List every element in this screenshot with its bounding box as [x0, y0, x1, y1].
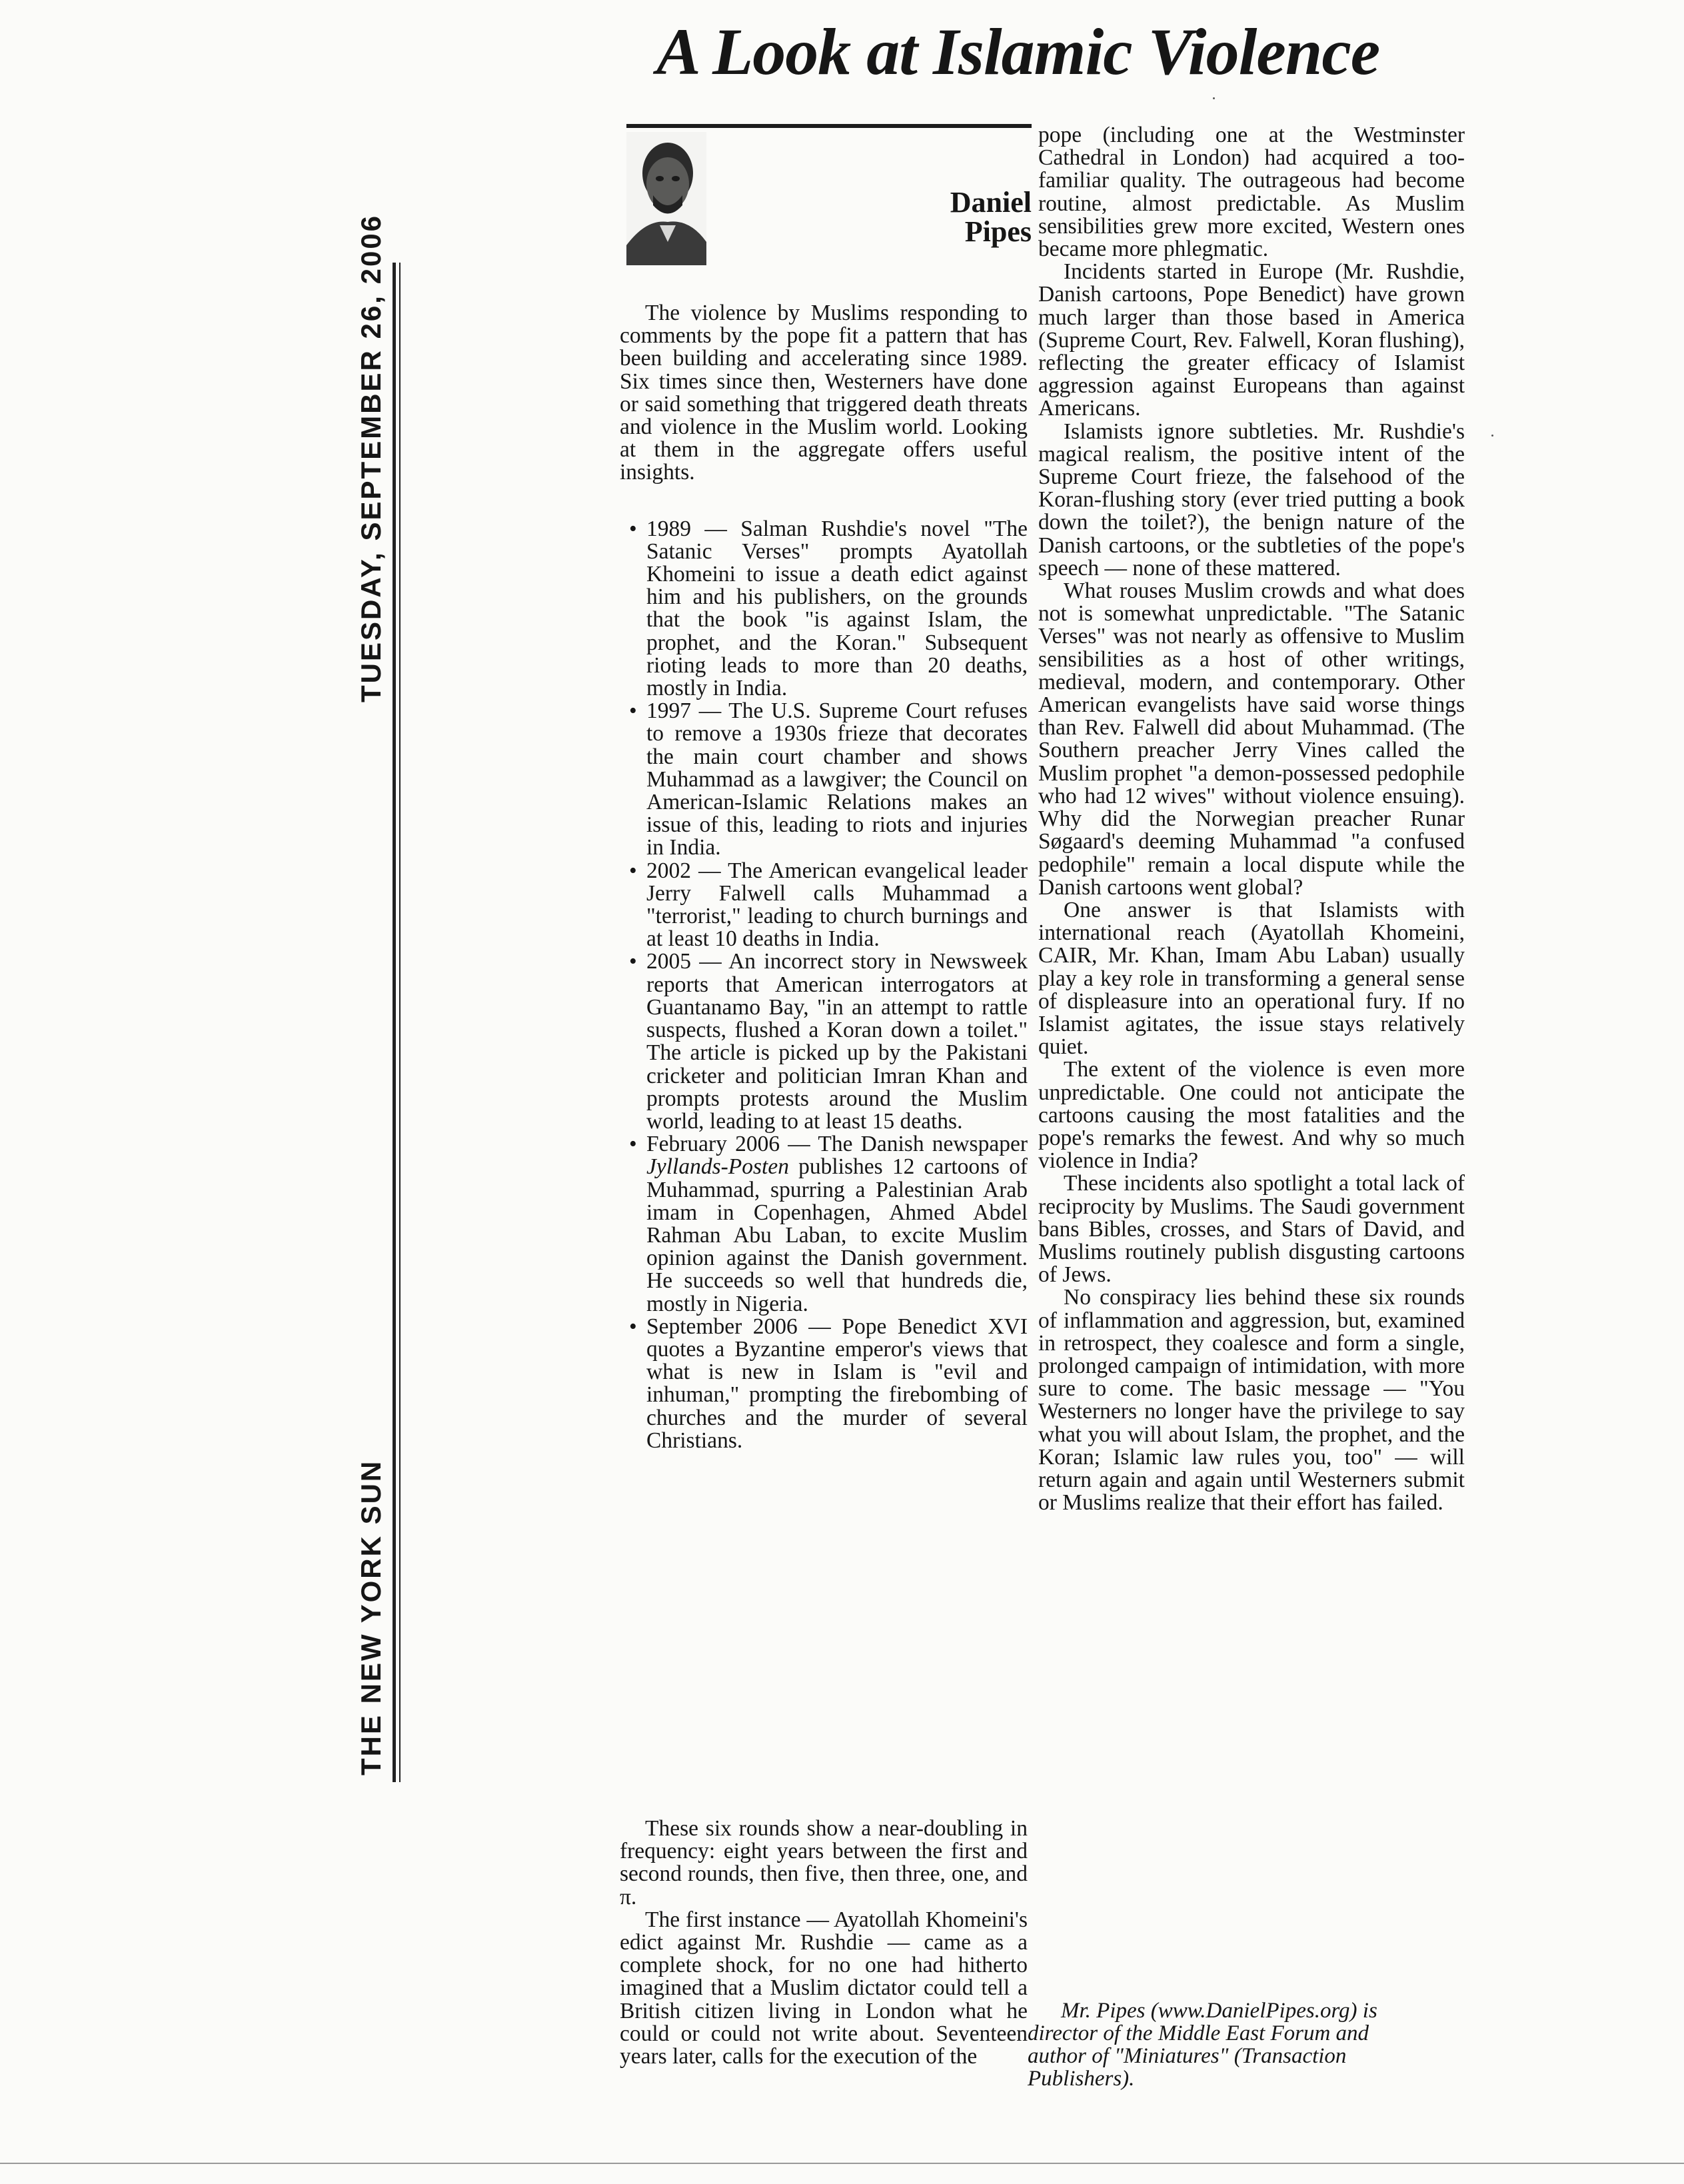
author-photo-icon: [626, 132, 706, 265]
bio-line: author of "Miniatures" (Transaction: [1028, 2044, 1347, 2068]
list-item: [646, 1133, 1028, 1316]
vertical-rule: [393, 263, 396, 1782]
incident-list: [620, 518, 1028, 1452]
newspaper-name: Jyllands-Posten: [646, 1154, 789, 1180]
vertical-rule-thin: [399, 263, 401, 1782]
list-item: • 1997 — The U.S. Supreme Court refuses to remove a 1930s frieze that decorates the main court chamber and shows Muhammad as a lawgiver; the Council on American-Islamic Relations makes an issue of this, leading to riots and injuries in India.: [646, 700, 1028, 859]
bio-line: Publishers).: [1028, 2067, 1135, 2091]
side-rail: [355, 213, 415, 1782]
incident-text: February 2006 — The Danish newspaper: [646, 1132, 1028, 1157]
column-one-bottom: [620, 1817, 1028, 2068]
list-item: • 1989 — Salman Rushdie's novel "The Satanic Verses" prompts Ayatollah Khomeini to issue a death edict against him and his publishers, on the grounds that the book "is against Islam, the prophet, and the Koran." Subsequent rioting leads to more than 20 deaths, mostly in India.: [646, 518, 1028, 700]
author-first-name: Daniel: [950, 186, 1032, 219]
author-bio: [1028, 1999, 1447, 2090]
publication-name: THE NEW YORK SUN: [355, 1459, 387, 1775]
bio-line: Mr. Pipes (www.DanielPipes.org) is: [1061, 1999, 1377, 2023]
page-bottom-edge: [0, 2163, 1684, 2164]
publication-date: TUESDAY, SEPTEMBER 26, 2006: [355, 213, 387, 702]
body-paragraph: The extent of the violence is even more unpredictable. One could not anticipate the cartoons causing the most fatalities and the pope's remarks the fewest. And why so much violence in India?: [1038, 1057, 1465, 1174]
body-paragraph: What rouses Muslim crowds and what does not is somewhat unpredictable. "The Satanic Verses" was not nearly as offensive to Muslim sensibilities as a host of other writings, medieval, modern, and contemporary. Other American evangelists have said worse things than Rev. Falwell did about Muhammad. (The Southern preacher Jerry Vines called the Muslim prophet "a demon-possessed pedophile who had 12 wives" without violence ensuing). Why did the Norwegian preacher Runar Søgaard's deeming Muhammad "a confused pedophile" remain a local dispute while the Danish cartoons went global?: [1038, 578, 1465, 900]
author-name: [950, 188, 1032, 247]
list-item: • 2005 — An incorrect story in Newsweek reports that American interrogators at Guantanamo Bay, "in an attempt to rattle suspects, flushed a Koran down a toilet." The article is picked up by the Pakistani cricketer and politician Imran Khan and prompts protests around the Muslim world, leading to at least 15 deaths.: [646, 950, 1028, 1133]
body-paragraph: pope (including one at the Westminster Cathedral in London) had acquired a too-familiar quality. The outrageous had become routine, almost predictable. As Muslim sensibilities grew more excited, Western ones became more phlegmatic.: [1038, 123, 1465, 262]
list-item: • 2002 — The American evangelical leader Jerry Falwell calls Muhammad a "terrorist," leading to church burnings and at least 10 deaths in India.: [646, 860, 1028, 951]
scan-speck: [1213, 97, 1215, 99]
bio-line: director of the Middle East Forum and: [1028, 2021, 1369, 2045]
author-portrait: [626, 132, 706, 265]
body-paragraph: No conspiracy lies behind these six rounds of inflammation and aggression, but, examined in retrospect, they coalesce and form a single, prolonged campaign of intimidation, with more sure to come. The basic message — "You Westerners no longer have the privilege to say what you will about Islam, the prophet, and the Koran; Islamic law rules you, too" — will return again and again until Westerners submit or Muslims realize that their effort has failed.: [1038, 1285, 1465, 1516]
body-paragraph: These incidents also spotlight a total lack of reciprocity by Muslims. The Saudi government bans Bibles, crosses, and Stars of David, and Muslims routinely publish disgusting cartoons of Jews.: [1038, 1171, 1465, 1288]
column-two: [1038, 124, 1465, 1514]
body-paragraph: One answer is that Islamists with international reach (Ayatollah Khomeini, CAIR, Mr. Khan, Imam Abu Laban) usually play a key role in transforming a general sense of displeasure into an operational fury. If no Islamist agitates, the issue stays relatively quiet.: [1038, 897, 1465, 1060]
intro-paragraph: The violence by Muslims responding to comments by the pope fit a pattern that has been building and accelerating since 1989. Six times since then, Westerners have done or said something that triggered death threats and violence in the Muslim world. Looking at them in the aggregate offers useful insights.: [620, 301, 1028, 485]
author-last-name: Pipes: [964, 215, 1032, 248]
body-paragraph: The first instance — Ayatollah Khomeini's edict against Mr. Rushdie — came as a complete shock, for no one had hitherto imagined that a Muslim dictator could tell a British citizen living in London what he could or could not write about. Seventeen years later, calls for the execution of the: [620, 1907, 1028, 2069]
byline: [626, 124, 1032, 268]
body-paragraph: Incidents started in Europe (Mr. Rushdie, Danish cartoons, Pope Benedict) have grown much larger than those based in America (Supreme Court, Rev. Falwell, Koran flushing), reflecting the greater efficacy of Islamist aggression against Europeans than against Americans.: [1038, 259, 1465, 421]
incident-text: publishes 12 cartoons of Muhammad, spurring a Palestinian Arab imam in Copenhagen, Ahmed Abdel Rahman Abu Laban, to excite Muslim opinion against the Danish government. He succeeds so well that hundreds die, mostly in Nigeria.: [646, 1154, 1028, 1316]
body-paragraph: These six rounds show a near-doubling in frequency: eight years between the first and second rounds, then five, then three, one, and π.: [620, 1816, 1028, 1909]
column-one: [620, 302, 1028, 1452]
headline: A Look at Islamic Violence: [656, 15, 1380, 89]
list-item: • September 2006 — Pope Benedict XVI quotes a Byzantine emperor's views that what is new in Islam is "evil and inhuman," prompting the firebombing of churches and the murder of several Christians.: [646, 1316, 1028, 1452]
scan-speck: [1491, 435, 1493, 437]
body-paragraph: Islamists ignore subtleties. Mr. Rushdie's magical realism, the positive intent of the Supreme Court frieze, the falsehood of the Koran-flushing story (ever tried putting a book down the toilet?), the benign nature of the Danish cartoons, or the subtleties of the pope's speech — none of these mattered.: [1038, 419, 1465, 580]
